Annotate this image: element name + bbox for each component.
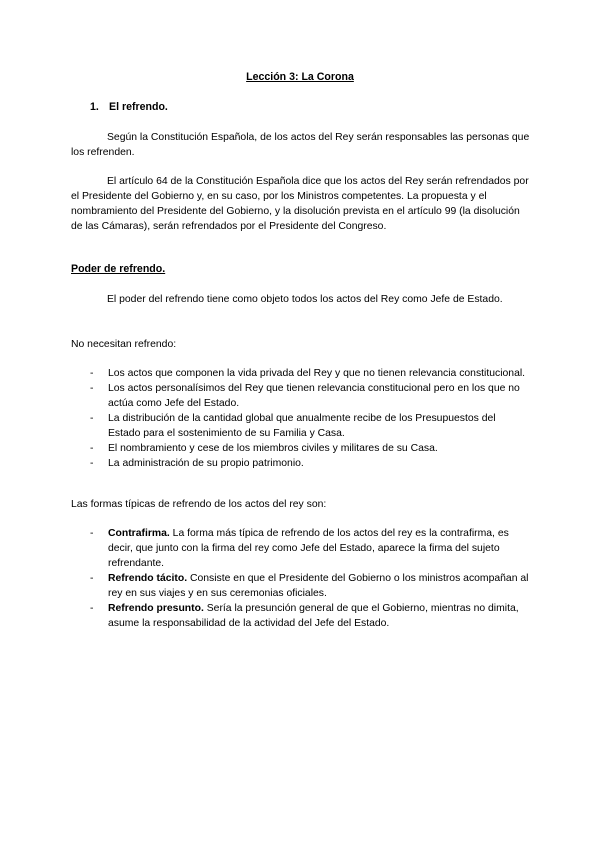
paragraph-1 [71,130,531,160]
list-item-text: La forma más típica de refrendo de los actos del rey es la contrafirma, es decir, que junto con la firma del rey como Jefe del Estado, aparece la firma del sujeto refrendante. [108,528,509,569]
paragraph-3-text: El poder del refrendo tiene como objeto todos los actos del Rey como Jefe de Estado. [107,294,503,305]
list-item-text: El nombramiento y cese de los miembros civiles y militares de su Casa. [108,443,438,454]
list-item [90,601,530,631]
list-item [90,526,530,571]
list-item [90,571,530,601]
dash-bullet: - [90,573,94,584]
section-heading [90,100,168,115]
dash-bullet: - [90,368,94,379]
dash-bullet: - [90,383,94,394]
dash-bullet: - [90,603,94,614]
formas-list [90,526,530,631]
list-item-text: Sería la presunción general de que el Gobierno, mientras no dimita, asume la responsabilidad de la actividad del Jefe del Estado. [108,603,519,629]
list-item [90,381,530,411]
dash-bullet: - [90,413,94,424]
paragraph-5: Las formas típicas de refrendo de los actos del rey son: [71,499,327,510]
section-number: 1. [90,101,99,113]
dash-bullet: - [90,458,94,469]
section-title: El refrendo. [109,101,168,113]
list-item-term: Refrendo tácito. [108,573,188,584]
page-title: Lección 3: La Corona [246,71,354,83]
list-item-text: La distribución de la cantidad global que anualmente recibe de los Presupuestos del Estado para el sostenimiento de su Familia y Casa. [108,413,496,439]
paragraph-4: No necesitan refrendo: [71,339,177,350]
list-item-text: La administración de su propio patrimonio. [108,458,304,469]
paragraph-3 [71,292,531,307]
dash-bullet: - [90,528,94,539]
no-refrendo-list [90,366,530,471]
dash-bullet: - [90,443,94,454]
paragraph-2-text: El artículo 64 de la Constitución Española dice que los actos del Rey serán refrendados por el Presidente del Gobierno y, en su caso, por los Ministros competentes. La propuesta y el nombramiento del Presidente del Gobierno, y la disolución prevista en el artículo 99 (la disolución de las Cámaras), serán refrendados por el Presidente del Congreso. [71,176,529,232]
list-item-text: Consiste en que el Presidente del Gobierno o los ministros acompañan al rey en sus viajes y en sus ceremonias oficiales. [108,573,529,599]
list-item-term: Refrendo presunto. [108,603,204,614]
paragraph-2 [71,174,531,234]
subheading-poder-de-refrendo: Poder de refrendo. [71,263,166,275]
list-item [90,411,530,441]
list-item [90,456,530,471]
list-item [90,366,530,381]
list-item-text: Los actos que componen la vida privada del Rey y que no tienen relevancia constitucional. [108,368,526,379]
list-item-term: Contrafirma. [108,528,170,539]
list-item [90,441,530,456]
paragraph-1-text: Según la Constitución Española, de los actos del Rey serán responsables las personas que los refrenden. [71,132,530,158]
list-item-text: Los actos personalísimos del Rey que tienen relevancia constitucional pero en los que no actúa como Jefe del Estado. [108,383,520,409]
